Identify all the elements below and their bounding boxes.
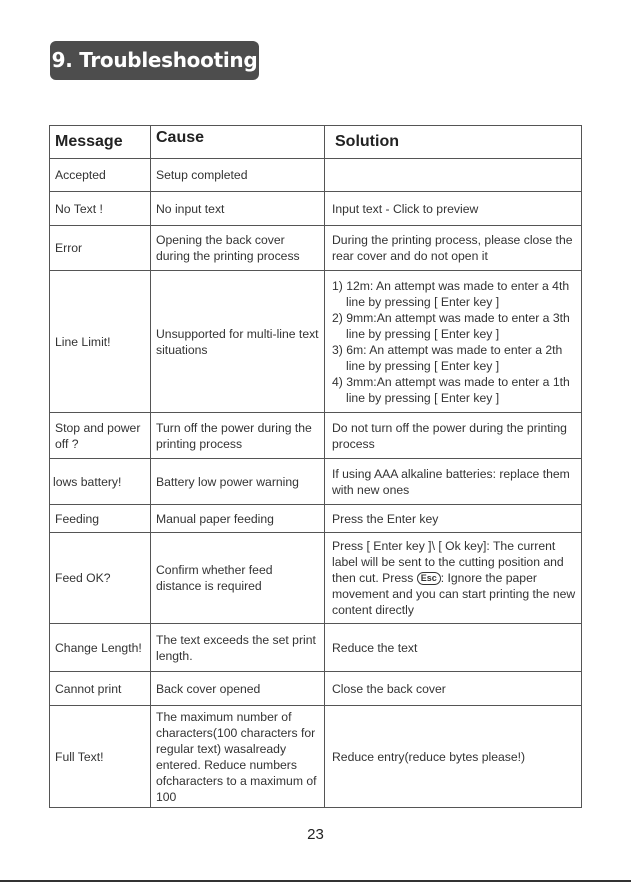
- solution-list-item: 2) 9mm:An attempt was made to enter a 3th line by pressing [ Enter key ]: [332, 310, 570, 341]
- message-cell: Error: [50, 226, 151, 271]
- message-cell: Full Text!: [50, 706, 151, 808]
- table-row: [50, 533, 582, 624]
- message-cell: Feed OK?: [50, 533, 151, 624]
- solution-cell: Reduce the text: [325, 624, 582, 672]
- solution-cell: [325, 271, 582, 413]
- solution-cell: [325, 533, 582, 624]
- cause-cell: Manual paper feeding: [151, 505, 325, 533]
- solution-text: Press [ Enter key ]\ [ Ok key]: The current label will be sent to the cutting position and then cut. Press: [332, 539, 564, 585]
- table-row: [50, 159, 582, 192]
- message-cell: Change Length!: [50, 624, 151, 672]
- cause-cell: No input text: [151, 192, 325, 226]
- cause-cell: Back cover opened: [151, 672, 325, 706]
- solution-cell: During the printing process, please close the rear cover and do not open it: [325, 226, 582, 271]
- table-row: [50, 706, 582, 808]
- table-row: [50, 672, 582, 706]
- message-cell: Accepted: [50, 159, 151, 192]
- table-row: [50, 413, 582, 459]
- section-title: 9. Troubleshooting: [50, 41, 259, 80]
- header-solution: Solution: [325, 126, 582, 159]
- cause-cell: The maximum number of characters(100 characters for regular text) wasalready entered. Reduce numbers ofcharacters to a maximum of 100: [151, 706, 325, 808]
- solution-list: [332, 278, 576, 406]
- troubleshooting-table: [49, 125, 582, 808]
- cause-cell: Turn off the power during the printing process: [151, 413, 325, 459]
- message-cell: Cannot print: [50, 672, 151, 706]
- cause-cell: Confirm whether feed distance is required: [151, 533, 325, 624]
- table-row: [50, 459, 582, 505]
- solution-cell: If using AAA alkaline batteries: replace them with new ones: [325, 459, 582, 505]
- cause-cell: The text exceeds the set print length.: [151, 624, 325, 672]
- solution-list-item: 4) 3mm:An attempt was made to enter a 1th line by pressing [ Enter key ]: [332, 374, 570, 405]
- table-header-row: [50, 126, 582, 159]
- solution-cell: [325, 159, 582, 192]
- cause-cell: Opening the back cover during the printing process: [151, 226, 325, 271]
- cause-cell: Battery low power warning: [151, 459, 325, 505]
- page-number: 23: [307, 826, 324, 843]
- esc-key-icon: Esc: [417, 572, 441, 585]
- message-cell: Feeding: [50, 505, 151, 533]
- message-cell: Stop and power off ?: [50, 413, 151, 459]
- cause-cell: Unsupported for multi-line text situations: [151, 271, 325, 413]
- header-message: Message: [50, 126, 151, 159]
- solution-list-item: 1) 12m: An attempt was made to enter a 4th line by pressing [ Enter key ]: [332, 278, 570, 309]
- solution-list-item: 3) 6m: An attempt was made to enter a 2th line by pressing [ Enter key ]: [332, 342, 563, 373]
- solution-cell: Press the Enter key: [325, 505, 582, 533]
- message-cell: lows battery!: [50, 459, 151, 505]
- cause-cell: Setup completed: [151, 159, 325, 192]
- solution-cell: Input text - Click to preview: [325, 192, 582, 226]
- footer-divider: [0, 880, 631, 882]
- table-row: [50, 271, 582, 413]
- table-row: [50, 505, 582, 533]
- solution-cell: Reduce entry(reduce bytes please!): [325, 706, 582, 808]
- table-row: [50, 226, 582, 271]
- header-cause: Cause: [151, 126, 325, 159]
- solution-cell: Close the back cover: [325, 672, 582, 706]
- table-row: [50, 192, 582, 226]
- solution-text: : Ignore the paper movement and you can start printing the new content directly: [332, 571, 576, 617]
- message-cell: No Text !: [50, 192, 151, 226]
- table-row: [50, 624, 582, 672]
- message-cell: Line Limit!: [50, 271, 151, 413]
- solution-cell: Do not turn off the power during the printing process: [325, 413, 582, 459]
